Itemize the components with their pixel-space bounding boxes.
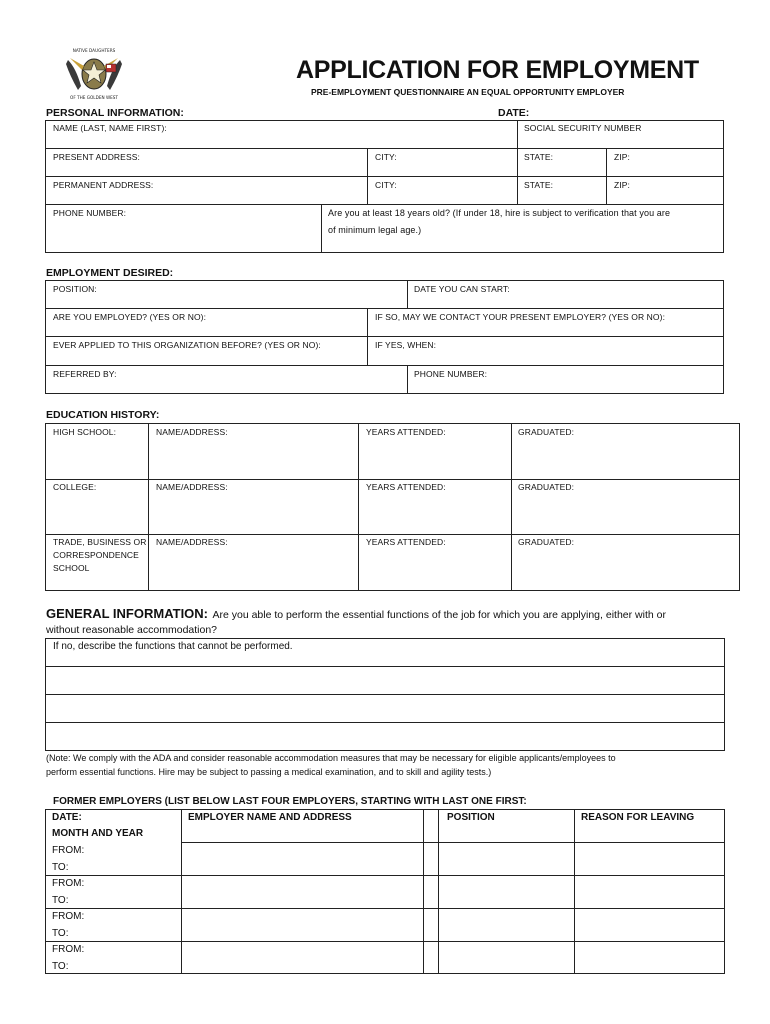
start-date-label: DATE YOU CAN START: <box>414 284 510 294</box>
general-information-heading: GENERAL INFORMATION: <box>46 606 209 621</box>
phone-number-label: PHONE NUMBER: <box>53 208 127 218</box>
trade-school-graduated-label: GRADUATED: <box>518 537 575 547</box>
ada-note-line2: perform essential functions. Hire may be subject to passing a medical examination, and to skill and agility tests.) <box>46 767 492 777</box>
trade-school-label-line3: SCHOOL <box>53 563 90 573</box>
name-label: NAME (LAST, NAME FIRST): <box>53 123 167 133</box>
position-field[interactable] <box>45 280 408 309</box>
col-employer-header: EMPLOYER NAME AND ADDRESS <box>188 812 352 823</box>
high-school-graduated-label: GRADUATED: <box>518 427 575 437</box>
employer3-from-label: FROM: <box>52 911 85 922</box>
present-state-label: STATE: <box>524 152 554 162</box>
employer2-from-label: FROM: <box>52 878 85 889</box>
general-question-line2: without reasonable accommodation? <box>46 624 218 636</box>
organization-logo <box>60 46 128 102</box>
present-zip-label: ZIP: <box>614 152 630 162</box>
college-years-label: YEARS ATTENDED: <box>366 482 446 492</box>
education-history-heading: EDUCATION HISTORY: <box>46 409 160 421</box>
personal-information-heading: PERSONAL INFORMATION: <box>46 107 184 119</box>
employer3-to-label: TO: <box>52 928 69 939</box>
present-address-label: PRESENT ADDRESS: <box>53 152 140 162</box>
col-date-line1: DATE: <box>52 812 82 823</box>
general-information-question <box>46 605 666 623</box>
referrer-phone-label: PHONE NUMBER: <box>414 369 488 379</box>
functions-description-label: If no, describe the functions that cannot be performed. <box>53 641 293 652</box>
date-label: DATE: <box>498 107 530 119</box>
page-title: APPLICATION FOR EMPLOYMENT <box>296 56 699 84</box>
permanent-address-label: PERMANENT ADDRESS: <box>53 180 154 190</box>
employer4-from-label: FROM: <box>52 944 85 955</box>
trade-school-years-label: YEARS ATTENDED: <box>366 537 446 547</box>
employer2-to-label: TO: <box>52 895 69 906</box>
ssn-label: SOCIAL SECURITY NUMBER <box>524 123 642 133</box>
page-subtitle: PRE-EMPLOYMENT QUESTIONNAIRE AN EQUAL OPPORTUNITY EMPLOYER <box>311 87 625 97</box>
referred-by-label: REFERRED BY: <box>53 369 117 379</box>
col-date-line2: MONTH AND YEAR <box>52 828 144 839</box>
permanent-city-label: CITY: <box>375 180 397 190</box>
logo-bottom-text: OF THE GOLDEN WEST <box>70 95 118 100</box>
employment-desired-heading: EMPLOYMENT DESIRED: <box>46 267 174 279</box>
high-school-label: HIGH SCHOOL: <box>53 427 117 437</box>
permanent-state-label: STATE: <box>524 180 554 190</box>
position-label: POSITION: <box>53 284 97 294</box>
applied-before-label: EVER APPLIED TO THIS ORGANIZATION BEFORE? (YES OR NO): <box>53 340 321 350</box>
college-label: COLLEGE: <box>53 482 97 492</box>
permanent-zip-label: ZIP: <box>614 180 630 190</box>
high-school-name-label: NAME/ADDRESS: <box>156 427 228 437</box>
employer4-to-label: TO: <box>52 961 69 972</box>
ada-note-line1: (Note: We comply with the ADA and consider reasonable accommodation measures that may be necessary for eligible applicants/employees to <box>46 753 616 763</box>
present-city-label: CITY: <box>375 152 397 162</box>
general-question-line1: Are you able to perform the essential functions of the job for which you are applying, either with or <box>212 609 666 621</box>
col-reason-header: REASON FOR LEAVING <box>581 812 695 823</box>
former-employers-heading: FORMER EMPLOYERS (LIST BELOW LAST FOUR EMPLOYERS, STARTING WITH LAST ONE FIRST: <box>53 796 527 807</box>
high-school-years-label: YEARS ATTENDED: <box>366 427 446 437</box>
employer1-to-label: TO: <box>52 862 69 873</box>
are-you-employed-label: ARE YOU EMPLOYED? (YES OR NO): <box>53 312 207 322</box>
trade-school-name-label: NAME/ADDRESS: <box>156 537 228 547</box>
age-question-line2: of minimum legal age.) <box>328 225 422 235</box>
trade-school-label-line2: CORRESPONDENCE <box>53 550 139 560</box>
college-name-label: NAME/ADDRESS: <box>156 482 228 492</box>
age-question-line1: Are you at least 18 years old? (If under 18, hire is subject to verification that you are <box>328 208 671 218</box>
trade-school-label-line1: TRADE, BUSINESS OR <box>53 537 147 547</box>
logo-top-text: NATIVE DAUGHTERS <box>72 48 116 53</box>
employer1-from-label: FROM: <box>52 845 85 856</box>
if-yes-when-label: IF YES, WHEN: <box>375 340 437 350</box>
former-employers-table <box>45 809 725 974</box>
col-position-header: POSITION <box>447 812 495 823</box>
contact-employer-label: IF SO, MAY WE CONTACT YOUR PRESENT EMPLOYER? (YES OR NO): <box>375 312 666 322</box>
education-table <box>45 423 740 591</box>
college-graduated-label: GRADUATED: <box>518 482 575 492</box>
